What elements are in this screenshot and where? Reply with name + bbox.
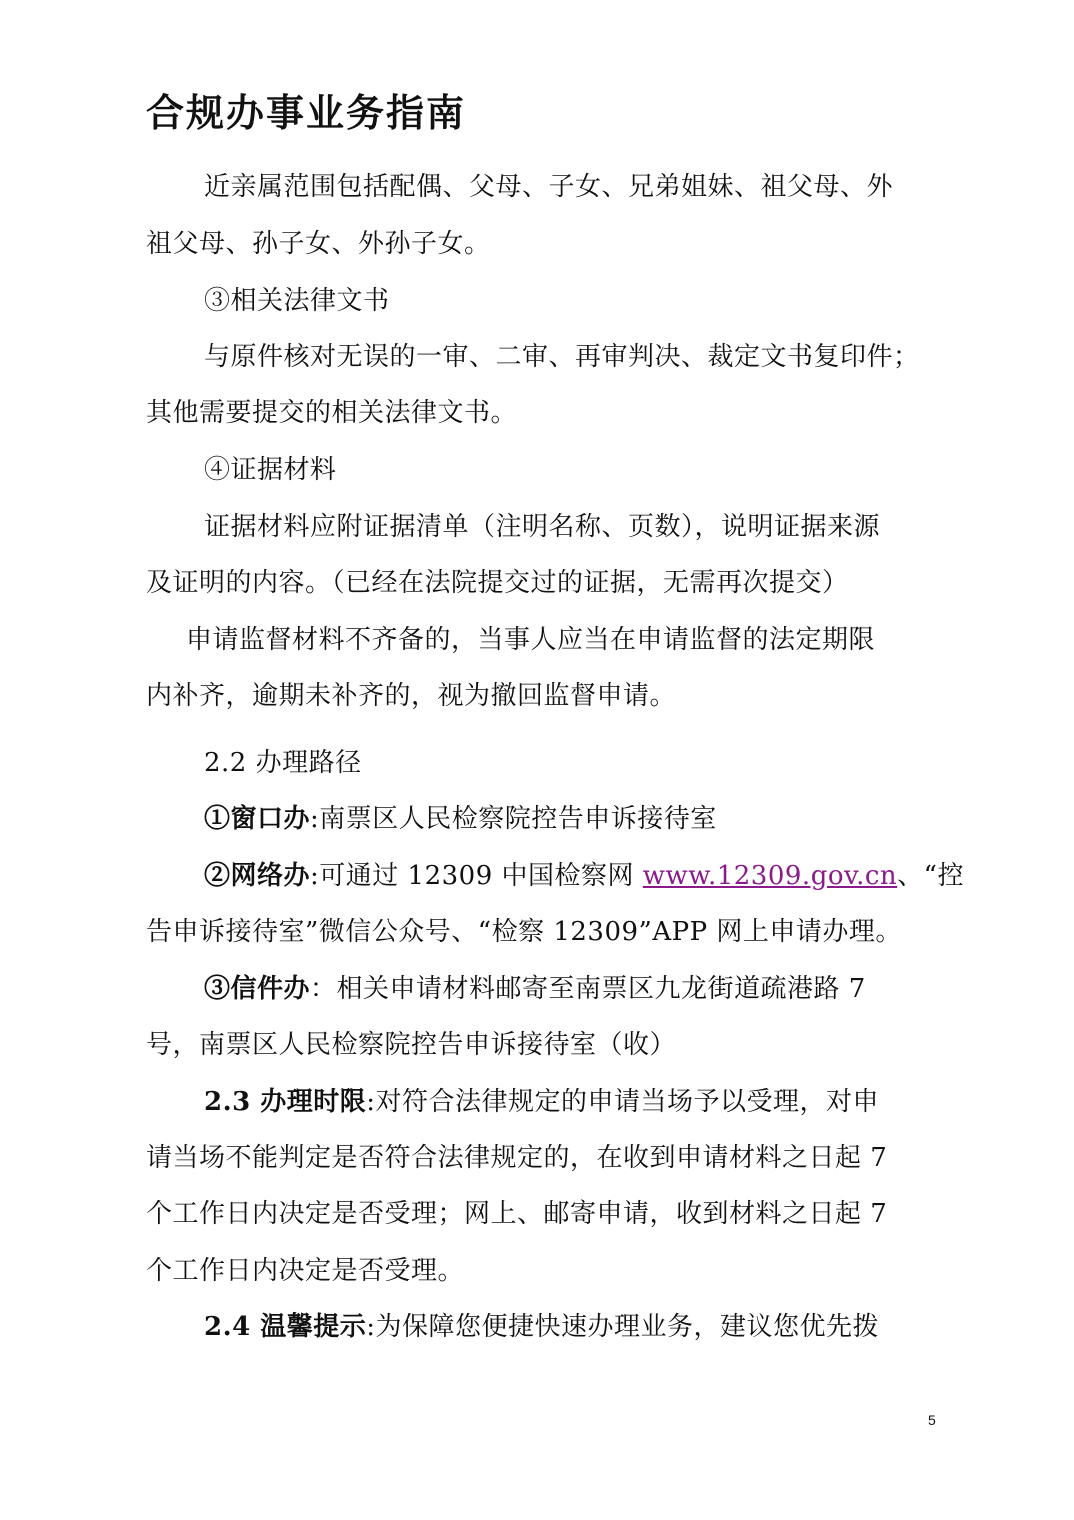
- route-online: [204, 859, 964, 893]
- time-limit: [204, 1085, 879, 1119]
- tips-text: :为保障您便捷快速办理业务，建议您优先拨: [366, 1312, 880, 1342]
- section-heading: ③相关法律文书: [204, 286, 390, 316]
- paragraph-line: 告申诉接待室”微信公众号、“检察 12309”APP 网上申请办理。: [146, 917, 902, 947]
- paragraph-line: 及证明的内容。（已经在法院提交过的证据，无需再次提交）: [146, 568, 849, 598]
- time-limit-text: :对符合法律规定的申请当场予以受理，对申: [366, 1087, 880, 1117]
- paragraph-line: 与原件核对无误的一审、二审、再审判决、裁定文书复印件；: [204, 342, 920, 372]
- paragraph-line: 请当场不能判定是否符合法律规定的，在收到申请材料之日起 7: [146, 1143, 888, 1173]
- website-link[interactable]: www.12309.gov.cn: [642, 861, 898, 891]
- paragraph-line: 祖父母、孙子女、外孙子女。: [146, 229, 491, 259]
- time-limit-label: 2.3 办理时限: [204, 1087, 367, 1117]
- paragraph-line: 个工作日内决定是否受理。: [146, 1256, 465, 1286]
- tips-label: 2.4 温馨提示: [204, 1312, 367, 1342]
- route-mail-text: ：相关申请材料邮寄至南票区九龙街道疏港路 7: [310, 974, 866, 1004]
- paragraph-line: 证据材料应附证据清单（注明名称、页数），说明证据来源: [204, 512, 881, 542]
- route-online-label: ②网络办: [204, 861, 311, 891]
- paragraph-line: 申请监督材料不齐备的，当事人应当在申请监督的法定期限: [186, 625, 876, 655]
- paragraph-line: 内补齐，逾期未补齐的，视为撤回监督申请。: [146, 681, 677, 711]
- page-number: 5: [928, 1412, 936, 1428]
- route-online-text: :可通过 12309 中国检察网: [310, 861, 643, 891]
- section-heading: ④证据材料: [204, 455, 337, 485]
- section-heading: 2.2 办理路径: [204, 748, 362, 778]
- route-window: [204, 802, 717, 836]
- paragraph-line: 号，南票区人民检察院控告申诉接待室（收）: [146, 1030, 677, 1060]
- tips: [204, 1310, 879, 1344]
- page-title: 合规办事业务指南: [146, 91, 467, 135]
- route-window-label: ①窗口办: [204, 804, 311, 834]
- paragraph-line: 近亲属范围包括配偶、父母、子女、兄弟姐妹、祖父母、外: [204, 172, 894, 202]
- route-mail-label: ③信件办: [204, 974, 311, 1004]
- route-mail: [204, 972, 866, 1006]
- paragraph-line: 其他需要提交的相关法律文书。: [146, 398, 518, 428]
- route-online-text-cont: 、“控: [897, 861, 964, 891]
- paragraph-line: 个工作日内决定是否受理；网上、邮寄申请，收到材料之日起 7: [146, 1199, 888, 1229]
- route-window-text: :南票区人民检察院控告申诉接待室: [310, 804, 717, 834]
